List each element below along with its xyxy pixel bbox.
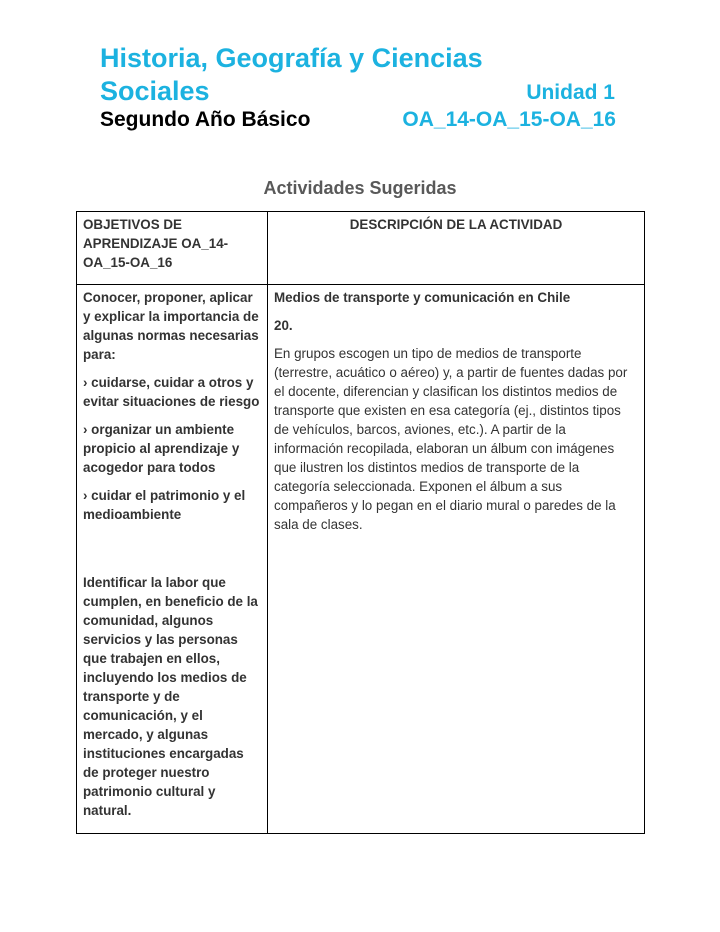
objective-bullet: › cuidar el patrimonio y el medioambiente xyxy=(83,488,246,522)
table-row xyxy=(77,285,645,834)
objective-second: Identificar la labor que cumplen, en beneficio de la comunidad, algunos servicios y las personas que trabajen en ellos, incluyendo los medios de transporte y de comunicación, y el mercado, y algunas instituciones encargadas de proteger nuestro patrimonio cultural y natural. xyxy=(83,575,258,818)
table-header-row xyxy=(77,212,645,285)
activity-number: 20. xyxy=(274,318,293,333)
oa-codes: OA_14-OA_15-OA_16 xyxy=(402,108,616,131)
objective-bullet: › organizar un ambiente propicio al aprendizaje y acogedor para todos xyxy=(83,422,240,475)
activity-cell xyxy=(268,285,645,834)
section-title: Actividades Sugeridas xyxy=(263,178,457,198)
activity-title: Medios de transporte y comunicación en Chile xyxy=(274,290,571,305)
objectives-header: OBJETIVOS DE APRENDIZAJE OA_14-OA_15-OA_16 xyxy=(77,212,268,285)
activity-description: En grupos escogen un tipo de medios de transporte (terrestre, acuático o aéreo) y, a partir de fuentes dadas por el docente, diferencian y clasifican los distintos medios de transporte que existen en esa categoría (ej., distintos tipos de vehículos, barcos, aviones, etc.). A partir de la información recopilada, elaboran un álbum con imágenes que ilustren los distintos medios de transporte de la categoría seleccionada. Exponen el álbum a sus compañeros y lo pegan en el diario mural o paredes de la sala de clases. xyxy=(274,346,628,532)
description-header: DESCRIPCIÓN DE LA ACTIVIDAD xyxy=(268,212,645,285)
subject-title-line1: Historia, Geografía y Ciencias xyxy=(100,43,483,73)
unit-label: Unidad 1 xyxy=(526,81,615,104)
subject-title-line2: Sociales xyxy=(100,76,210,106)
spacer xyxy=(83,533,261,573)
grade-label: Segundo Año Básico xyxy=(100,108,311,131)
objective-bullet: › cuidarse, cuidar a otros y evitar situaciones de riesgo xyxy=(83,375,260,409)
objectives-cell xyxy=(77,285,268,834)
objective-intro: Conocer, proponer, aplicar y explicar la importancia de algunas normas necesarias para: xyxy=(83,290,259,362)
activities-table xyxy=(76,211,645,834)
